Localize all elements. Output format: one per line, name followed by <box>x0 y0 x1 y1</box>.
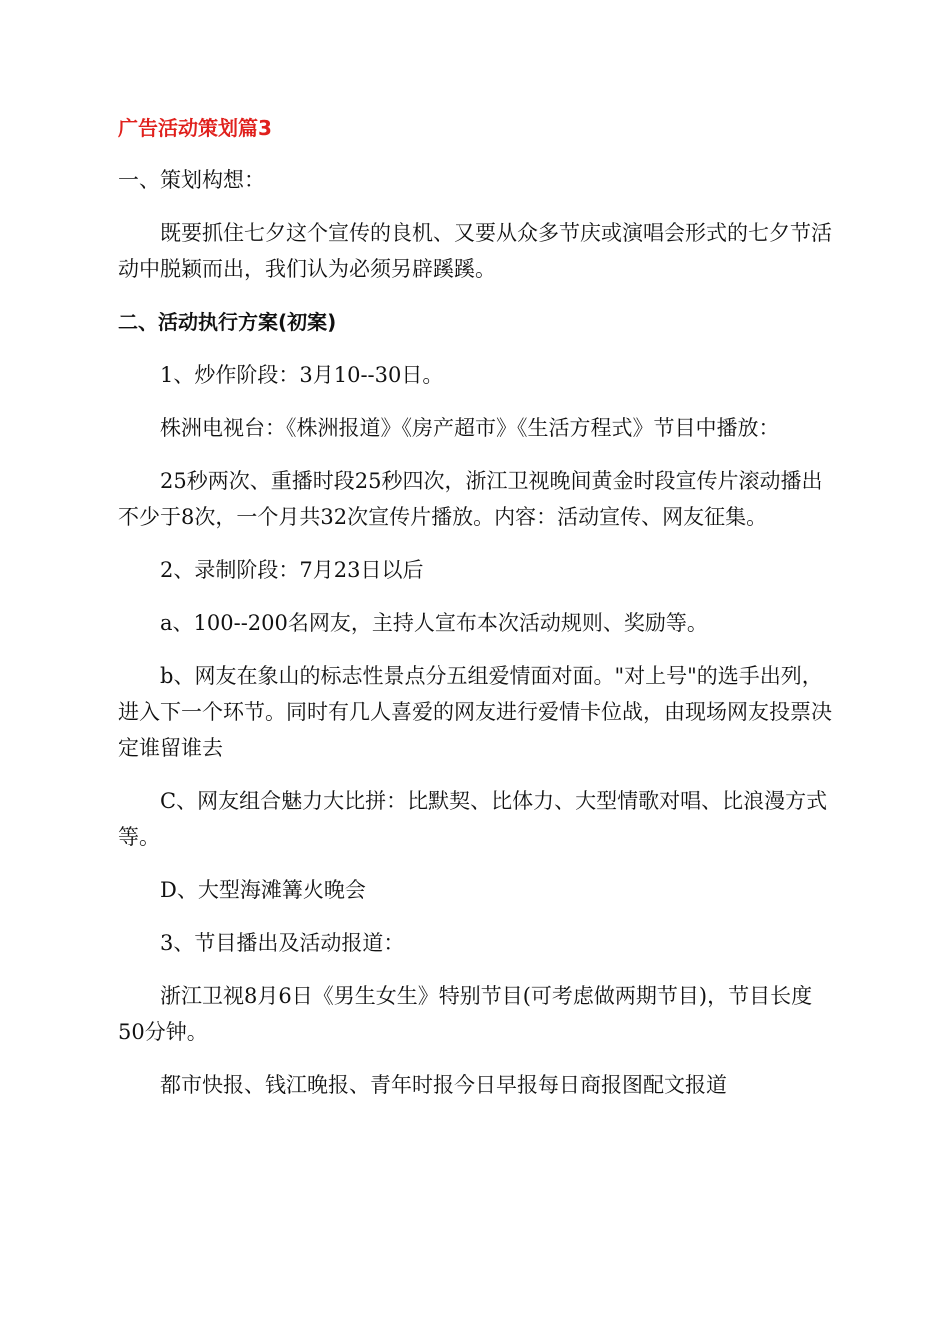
paragraph-item-d: D、大型海滩篝火晚会 <box>160 878 366 902</box>
document-body <box>118 110 832 1120</box>
paragraph-zhuzhou-tv: 株洲电视台：《株洲报道》《房产超市》《生活方程式》节目中播放： <box>160 416 780 440</box>
section-heading-planning-concept: 一、策划构想： <box>118 168 265 192</box>
paragraph-broadcast-and-report: 3、节目播出及活动报道： <box>160 931 405 955</box>
paragraph-hype-stage: 1、炒作阶段：3月10--30日。 <box>160 363 444 387</box>
paragraph-item-b: b、网友在象山的标志性景点分五组爱情面对面。"对上号"的选手出列，进入下一个环节。同时有几人喜爱的网友进行爱情卡位战，由现场网友投票决定谁留谁去 <box>118 664 832 760</box>
paragraph-item-c: C、网友组合魅力大比拼：比默契、比体力、大型情歌对唱、比浪漫方式等。 <box>118 789 828 849</box>
paragraph-zhejiang-tv-special: 浙江卫视8月6日《男生女生》特别节目(可考虑做两期节目)，节目长度50分钟。 <box>118 984 813 1044</box>
paragraph-broadcast-schedule: 25秒两次、重播时段25秒四次，浙江卫视晚间黄金时段宣传片滚动播出不少于8次，一个月共32次宣传片播放。内容：活动宣传、网友征集。 <box>118 469 823 529</box>
paragraph-item-a: a、100--200名网友，主持人宣布本次活动规则、奖励等。 <box>160 611 708 635</box>
section-heading-execution-plan: 二、活动执行方案(初案) <box>118 310 337 334</box>
document-title: 广告活动策划篇3 <box>118 116 272 140</box>
paragraph-recording-stage: 2、录制阶段：7月23日以后 <box>160 558 424 582</box>
paragraph-newspaper-reports: 都市快报、钱江晚报、青年时报今日早报每日商报图配文报道 <box>160 1073 727 1097</box>
paragraph-concept-text: 既要抓住七夕这个宣传的良机、又要从众多节庆或演唱会形式的七夕节活动中脱颖而出，我们认为必须另辟蹊蹊。 <box>118 221 832 281</box>
